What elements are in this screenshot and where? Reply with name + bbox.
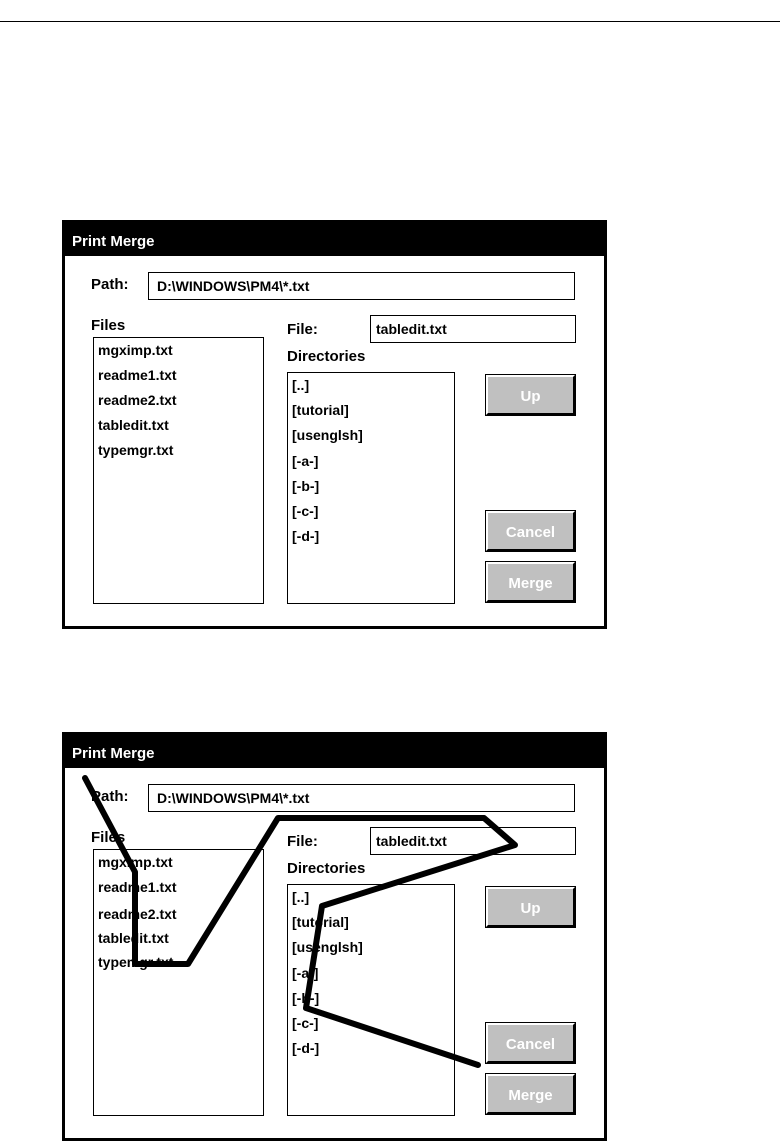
- directory-item[interactable]: [-d-]: [292, 528, 320, 544]
- directory-item[interactable]: [..]: [292, 889, 310, 905]
- file-item[interactable]: mgximp.txt: [98, 854, 173, 870]
- directory-item[interactable]: [-a-]: [292, 453, 319, 469]
- directory-item[interactable]: [..]: [292, 377, 310, 393]
- file-item[interactable]: tabledit.txt: [98, 417, 169, 433]
- directory-item[interactable]: [usenglsh]: [292, 427, 363, 443]
- directory-item[interactable]: [-d-]: [292, 1040, 320, 1056]
- directory-item[interactable]: [-b-]: [292, 990, 320, 1006]
- files-label: Files: [91, 829, 126, 846]
- merge-button[interactable]: Merge: [486, 1074, 575, 1114]
- file-item[interactable]: readme2.txt: [98, 906, 177, 922]
- directories-label: Directories: [287, 860, 366, 877]
- up-button[interactable]: Up: [486, 375, 575, 415]
- file-item[interactable]: tabledit.txt: [98, 930, 169, 946]
- file-item[interactable]: readme2.txt: [98, 392, 177, 408]
- path-label: Path:: [91, 788, 129, 805]
- dialog-title: Print Merge: [65, 735, 604, 768]
- directory-item[interactable]: [-a-]: [292, 965, 319, 981]
- directory-item[interactable]: [usenglsh]: [292, 939, 363, 955]
- file-item[interactable]: mgximp.txt: [98, 342, 173, 358]
- file-label: File:: [287, 833, 318, 850]
- cancel-button[interactable]: Cancel: [486, 511, 575, 551]
- path-value: D:\WINDOWS\PM4\*.txt: [157, 278, 310, 294]
- file-value: tabledit.txt: [376, 833, 447, 849]
- file-item[interactable]: readme1.txt: [98, 367, 177, 383]
- path-label: Path:: [91, 276, 129, 293]
- directories-label: Directories: [287, 348, 366, 365]
- merge-button[interactable]: Merge: [486, 562, 575, 602]
- file-item[interactable]: readme1.txt: [98, 879, 177, 895]
- scribble-line: [85, 778, 515, 1065]
- path-value: D:\WINDOWS\PM4\*.txt: [157, 790, 310, 806]
- directory-item[interactable]: [tutorial]: [292, 914, 349, 930]
- directory-item[interactable]: [tutorial]: [292, 402, 349, 418]
- directory-item[interactable]: [-c-]: [292, 1015, 319, 1031]
- up-button[interactable]: Up: [486, 887, 575, 927]
- cancel-button[interactable]: Cancel: [486, 1023, 575, 1063]
- file-value: tabledit.txt: [376, 321, 447, 337]
- directory-item[interactable]: [-c-]: [292, 503, 319, 519]
- files-label: Files: [91, 317, 126, 334]
- dialog-title: Print Merge: [65, 223, 604, 256]
- file-label: File:: [287, 321, 318, 338]
- file-item[interactable]: typemgr.txt: [98, 954, 174, 970]
- directory-item[interactable]: [-b-]: [292, 478, 320, 494]
- file-item[interactable]: typemgr.txt: [98, 442, 174, 458]
